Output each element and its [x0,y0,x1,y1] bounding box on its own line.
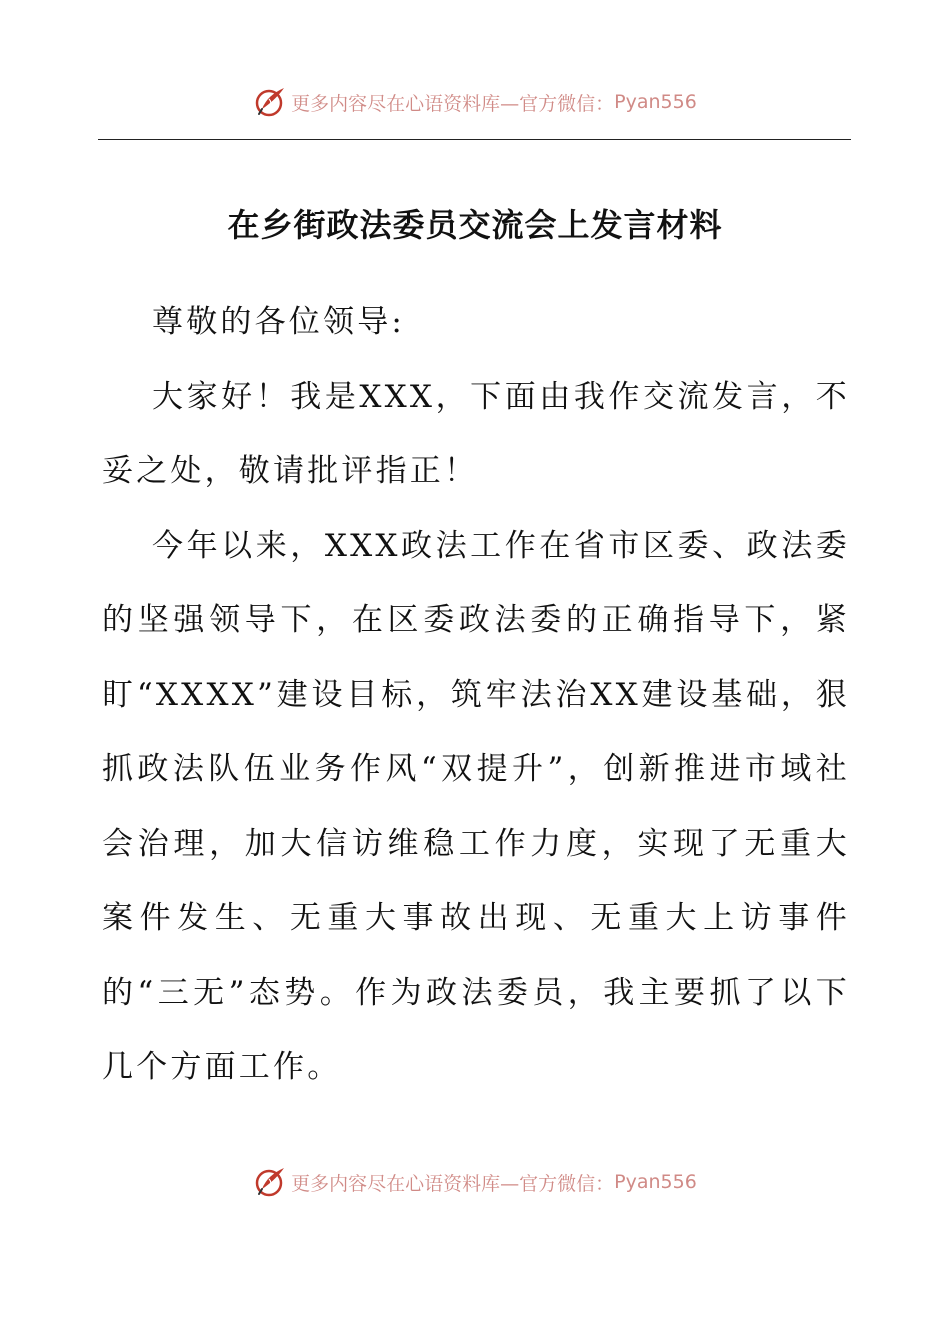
quill-pen-logo-icon [253,85,287,119]
header-banner-text: 更多内容尽在心语资料库—官方微信： [291,92,615,115]
header-banner [0,82,950,122]
footer-banner-handle: Pyan556 [614,1171,697,1193]
body-paragraph: 今年以来，XXX政法工作在省市区委、政法委的坚强领导下，在区委政法委的正确指导下，紧盯“XXXX”建设目标，筑牢法治XX建设基础，狠抓政法队伍业务作风“双提升”，创新推进市域社会治理，加大信访维稳工作力度，实现了无重大案件发生、无重大事故出现、无重大上访事件的“三无”态势。作为政法委员，我主要抓了以下几个方面工作。 [102,527,850,1085]
quill-pen-logo-icon [253,1165,287,1199]
header-banner-handle: Pyan556 [614,91,697,113]
salutation-paragraph: 尊敬的各位领导: [152,304,406,340]
document-body [102,285,850,1105]
header-rule [98,139,851,140]
greeting-paragraph: 大家好！我是XXX，下面由我作交流发言，不妥之处，敬请批评指正！ [102,378,850,489]
document-title: 在乡街政法委员交流会上发言材料 [227,206,723,244]
footer-banner [0,1162,950,1202]
footer-banner-text: 更多内容尽在心语资料库—官方微信： [291,1172,615,1195]
